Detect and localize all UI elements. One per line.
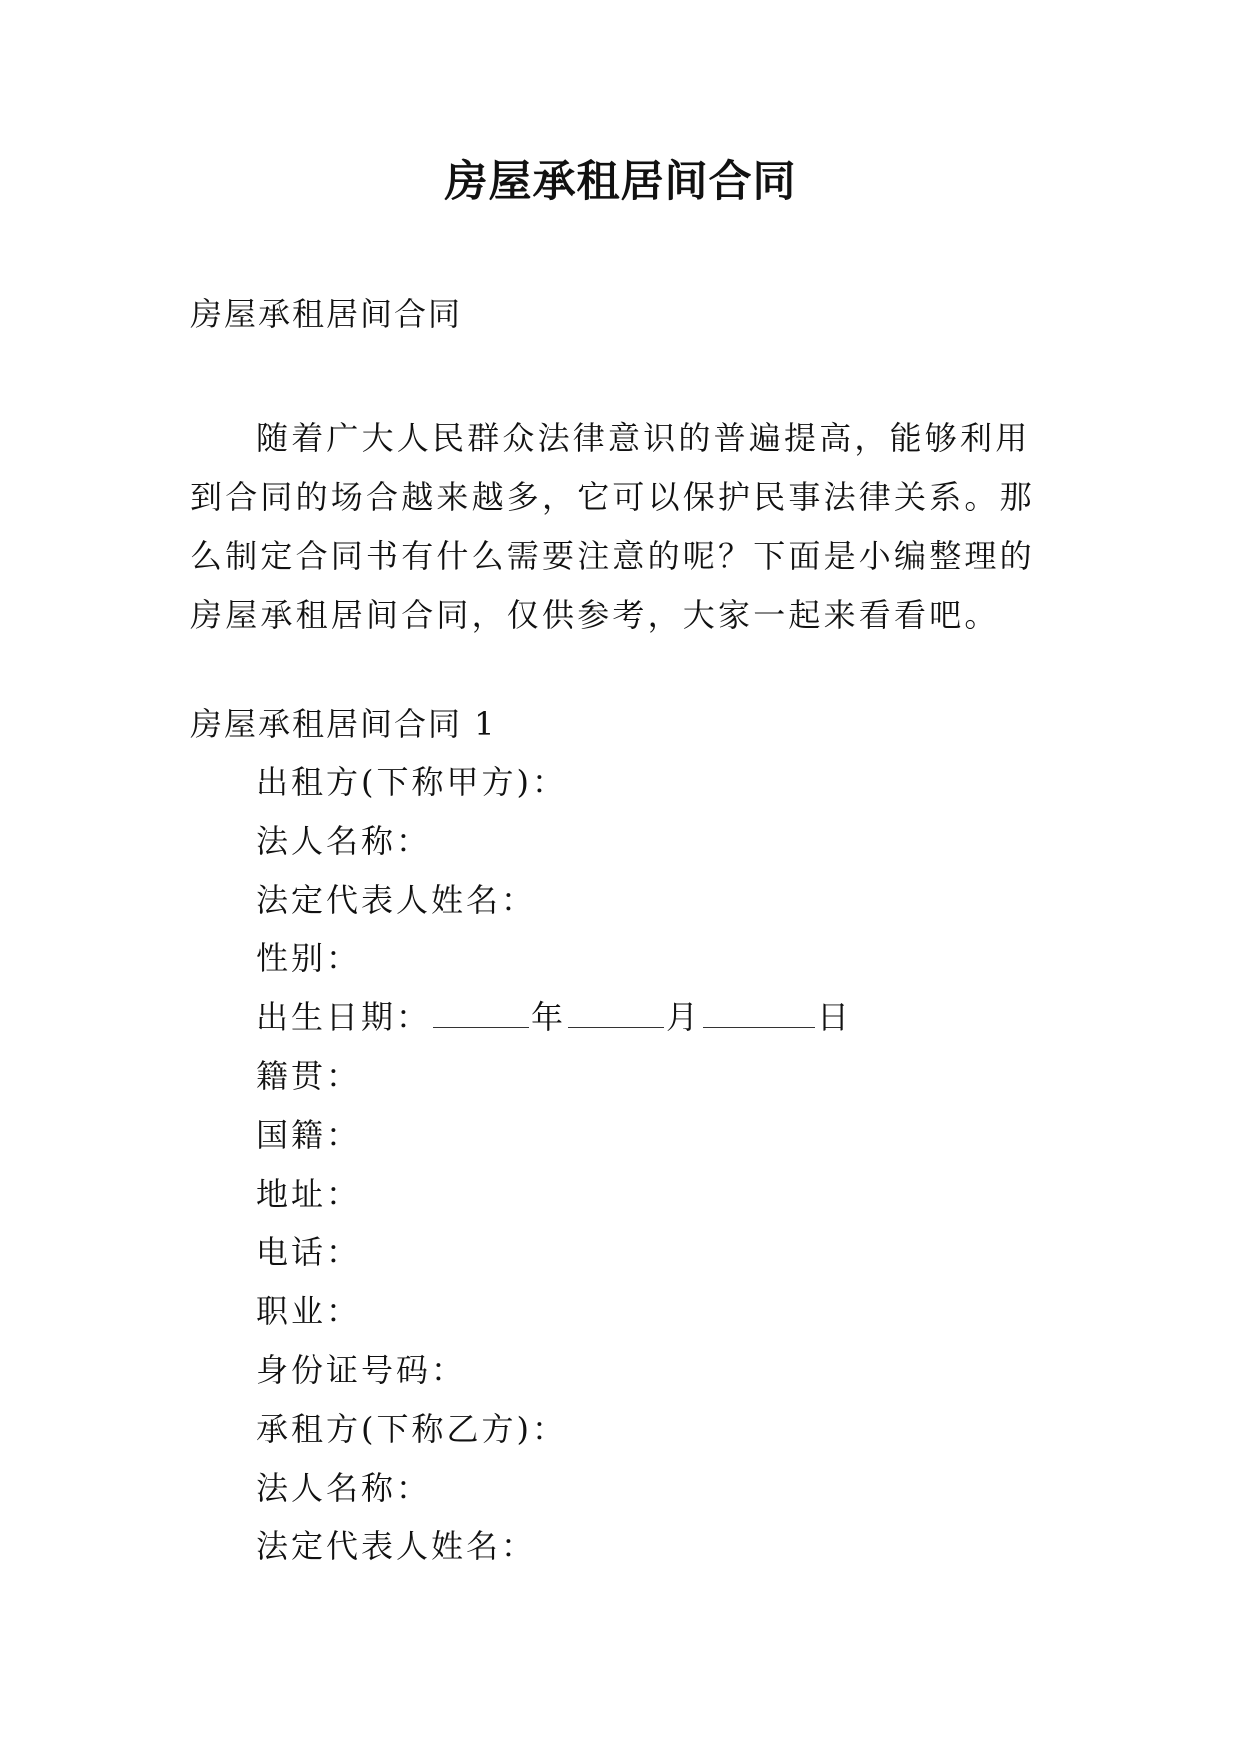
legal-name-label: 法人名称：	[256, 821, 432, 860]
lessee-legal-name-label: 法人名称：	[256, 1468, 432, 1507]
phone-label: 电话：	[256, 1233, 362, 1272]
address-label: 地址：	[256, 1174, 362, 1213]
id-number-label: 身份证号码：	[256, 1350, 467, 1389]
lessor-label: 出租方(下称甲方)：	[256, 763, 567, 801]
native-place-label: 籍贯：	[256, 1056, 362, 1095]
occupation-label: 职业：	[256, 1292, 362, 1331]
document-subtitle: 房屋承租居间合同	[190, 295, 463, 333]
birth-date-row	[256, 988, 852, 1047]
legal-representative-label: 法定代表人姓名：	[256, 880, 537, 919]
birth-month-unit: 月	[666, 998, 702, 1037]
nationality-label: 国籍：	[256, 1115, 362, 1154]
birth-month-blank	[568, 997, 664, 1028]
lessee-label: 承租方(下称乙方)：	[256, 1409, 567, 1448]
lessee-legal-representative-label: 法定代表人姓名：	[256, 1527, 537, 1566]
gender-label: 性别：	[256, 939, 362, 978]
birth-year-blank	[433, 997, 529, 1028]
birth-day-unit: 日	[817, 998, 853, 1037]
document-title: 房屋承租居间合同	[444, 157, 797, 207]
birth-year-unit: 年	[531, 998, 567, 1037]
section-title: 房屋承租居间合同 1	[190, 705, 497, 743]
intro-paragraph: 随着广大人民群众法律意识的普遍提高，能够利用到合同的场合越来越多，它可以保护民事法律关系。那么制定合同书有什么需要注意的呢？下面是小编整理的房屋承租居间合同，仅供参考，大家一起来看看吧。	[190, 419, 1035, 634]
contract-field-list	[256, 753, 852, 1576]
birth-day-blank	[703, 997, 815, 1028]
birth-date-label: 出生日期：	[256, 998, 432, 1037]
